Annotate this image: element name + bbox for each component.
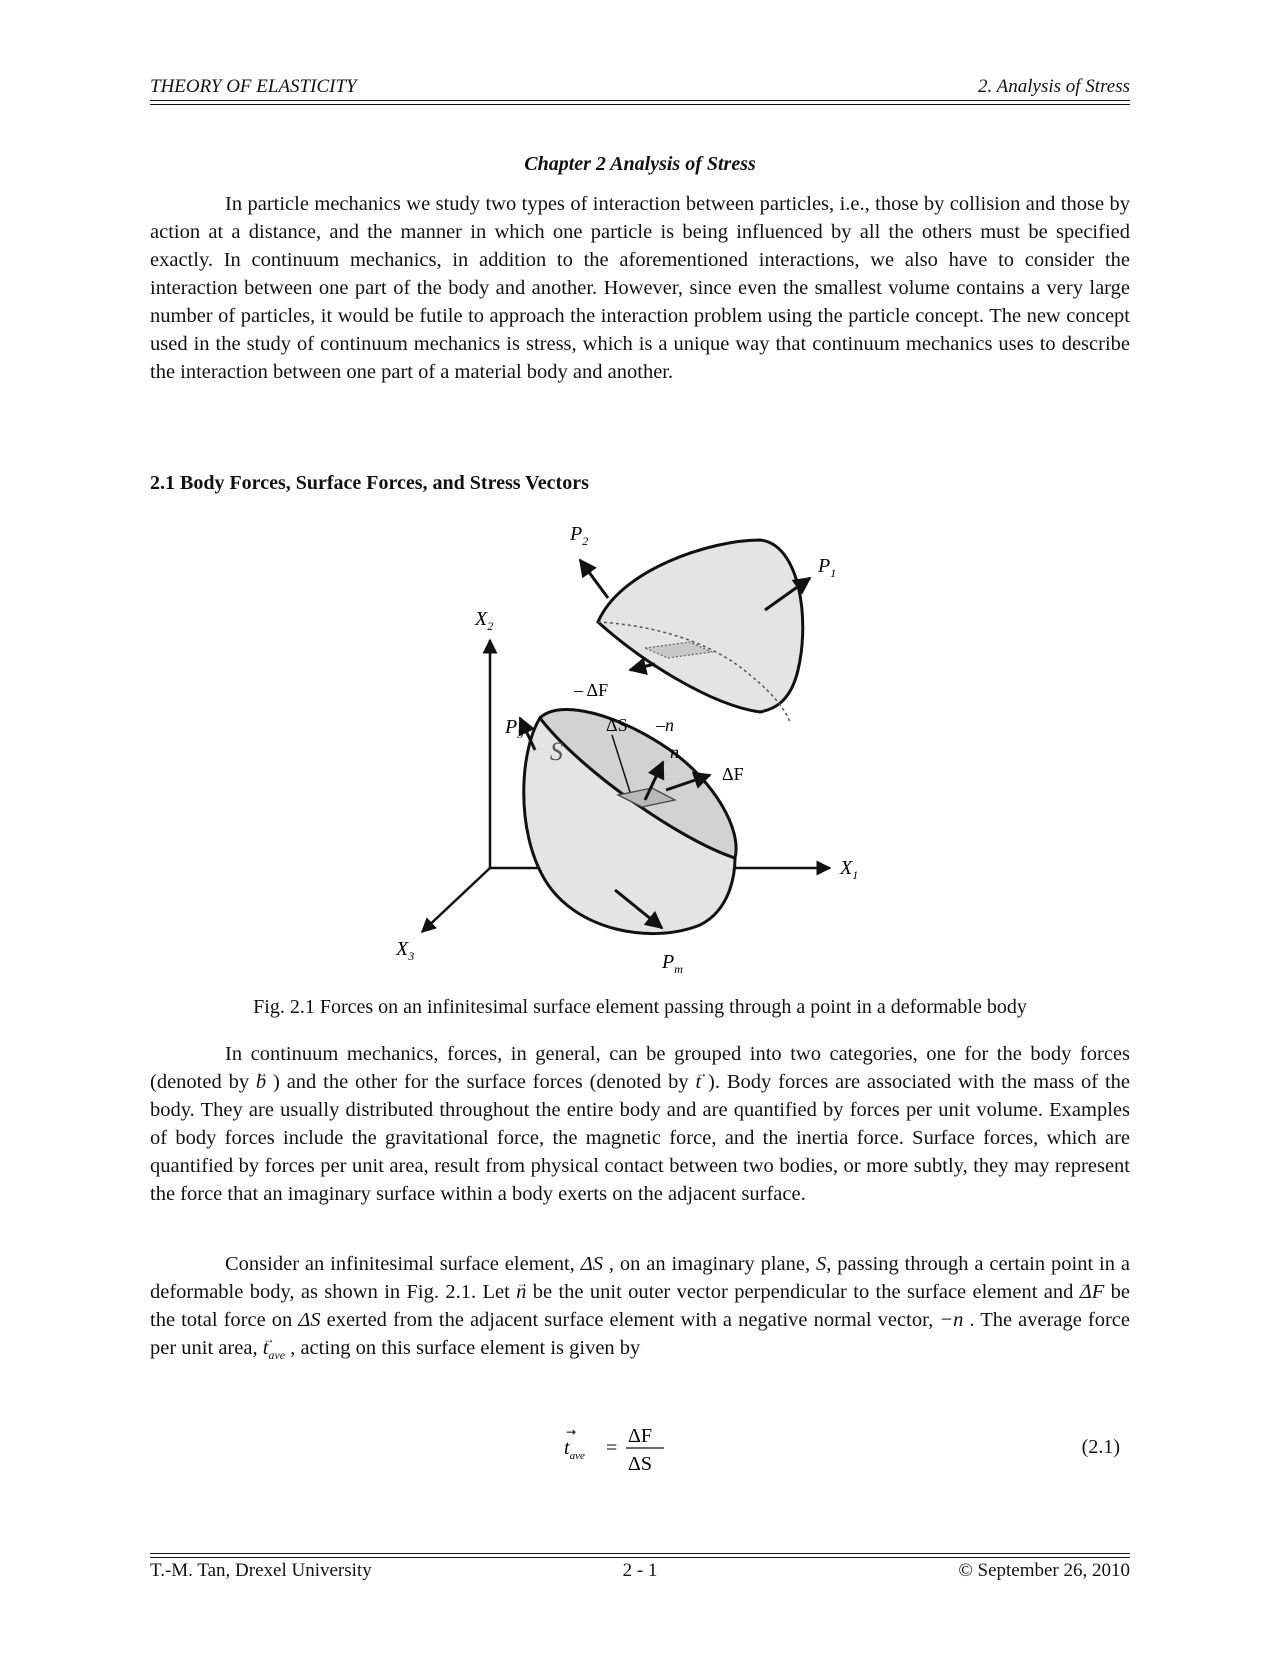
p3-text-4: be the unit outer vector perpendicular to the surface element and [526,1281,1080,1303]
p2-text-2: ) and the other for the surface forces (denoted by [266,1071,696,1093]
header-chapter-title: 2. Analysis of Stress [977,76,1130,97]
body-forces-paragraph [150,1040,1130,1208]
upper-body-half [598,540,803,712]
p1-label: $P_1$ [818,555,837,580]
p3-text-3: , passing through a certain point in a deformable body, as shown in Fig. 2.1. Let [150,1253,1130,1303]
s-label: S [550,737,563,766]
x2-label: $X_2$ [475,608,494,633]
figure-2-1 [380,500,900,990]
eq-lhs: t [564,1437,570,1459]
s-symbol: S [816,1253,827,1275]
p3-text-8: , acting on this surface element is given by [285,1337,641,1359]
t-ave-base: t [262,1337,269,1359]
footer-rule [150,1553,1130,1554]
eq-lhs-arrow: → [566,1425,577,1439]
neg-delta-f-label: – ΔF [574,680,609,700]
equation-graphic [560,1420,690,1480]
delta-s-symbol: ΔS [580,1253,603,1275]
p3-text-2: , on an imaginary plane, [602,1253,816,1275]
header-book-title: THEORY OF ELASTICITY [150,76,357,97]
intro-text: In particle mechanics we study two types of interaction between particles, i.e., those by collision and those by action at a distance, and the manner in which one particle is being influenced by all the others must be specified exactly. In continuum mechanics, in addition to the aforementioned interactions, we also have to consider the interaction between one part of the body and another. However, since even the smallest volume contains a very large number of particles, it would be futile to approach the interaction problem using the particle concept. The new concept used in the study of continuum mechanics is stress, which is a unique way that continuum mechanics uses to describe the interaction between one part of a material body and another. [150,193,1130,383]
vector-delta-f: → ΔF [1080,1281,1105,1303]
header-rule [150,100,1130,101]
equation-2-1 [560,1420,690,1480]
vector-b: → b [256,1071,266,1093]
delta-s-symbol-2: ΔS [298,1309,321,1331]
intro-paragraph [150,190,1130,386]
delta-s-label: ΔS [606,715,628,735]
vector-n: → n [516,1281,526,1303]
vector-t-ave [262,1337,286,1363]
x3-axis [422,868,490,932]
figure-diagram [380,500,900,990]
p3-text-1: Consider an infinitesimal surface element, [225,1253,581,1275]
neg-n-symbol: −n [939,1309,964,1331]
equation-number: (2.1) [1081,1436,1120,1458]
vector-t: → t [696,1071,702,1093]
p3-text-7: . The average force per unit area, [150,1309,1130,1359]
eq-numerator: ΔF [628,1425,652,1447]
p2-label: $P_2$ [570,523,589,548]
n-label: n [670,742,679,762]
x1-label: $X_1$ [840,857,859,882]
delta-f-label: ΔF [722,764,744,784]
figure-caption: Fig. 2.1 Forces on an infinitesimal surface element passing through a point in a deformable body [253,996,1027,1018]
p2-arrow [580,560,608,598]
x3-label: $X_3$ [396,938,415,963]
eq-lhs-subscript: ave [569,1450,585,1462]
footer-author: T.-M. Tan, Drexel University [150,1560,372,1581]
p3-text-6: exerted from the adjacent surface element with a negative normal vector, [320,1309,940,1331]
p3-text-5: be the total force on [150,1281,1130,1331]
t-ave-subscript: ave [268,1348,286,1363]
footer-page-number: 2 - 1 [622,1560,658,1581]
neg-n-label: –n [656,715,674,735]
chapter-title: Chapter 2 Analysis of Stress [524,153,756,175]
pm-label: $P_m$ [662,951,683,976]
footer-rule-double [150,1557,1130,1558]
p2-text-1: In continuum mechanics, forces, in general, can be grouped into two categories, one for the body forces (denoted by [150,1043,1130,1093]
header-rule-double [150,104,1130,105]
eq-denominator: ΔS [628,1453,652,1475]
surface-element-paragraph [150,1250,1130,1369]
neg-delta-f-arrow [630,664,655,670]
footer-date: © September 26, 2010 [958,1560,1130,1581]
svg-text:tave [564,1437,585,1462]
eq-equals: = [606,1437,618,1459]
p3-label: $P_3$ [505,716,524,741]
section-heading: 2.1 Body Forces, Surface Forces, and Stress Vectors [150,472,589,494]
p2-text-3: ). Body forces are associated with the mass of the body. They are usually distributed throughout the entire body and are quantified by forces per unit volume. Examples of body forces include the gravitational force, the magnetic force, and the inertia force. Surface forces, which are quantified by forces per unit area, result from physical contact between two bodies, or more subtly, they may represent the force that an imaginary surface within a body exerts on the adjacent surface. [150,1071,1130,1205]
